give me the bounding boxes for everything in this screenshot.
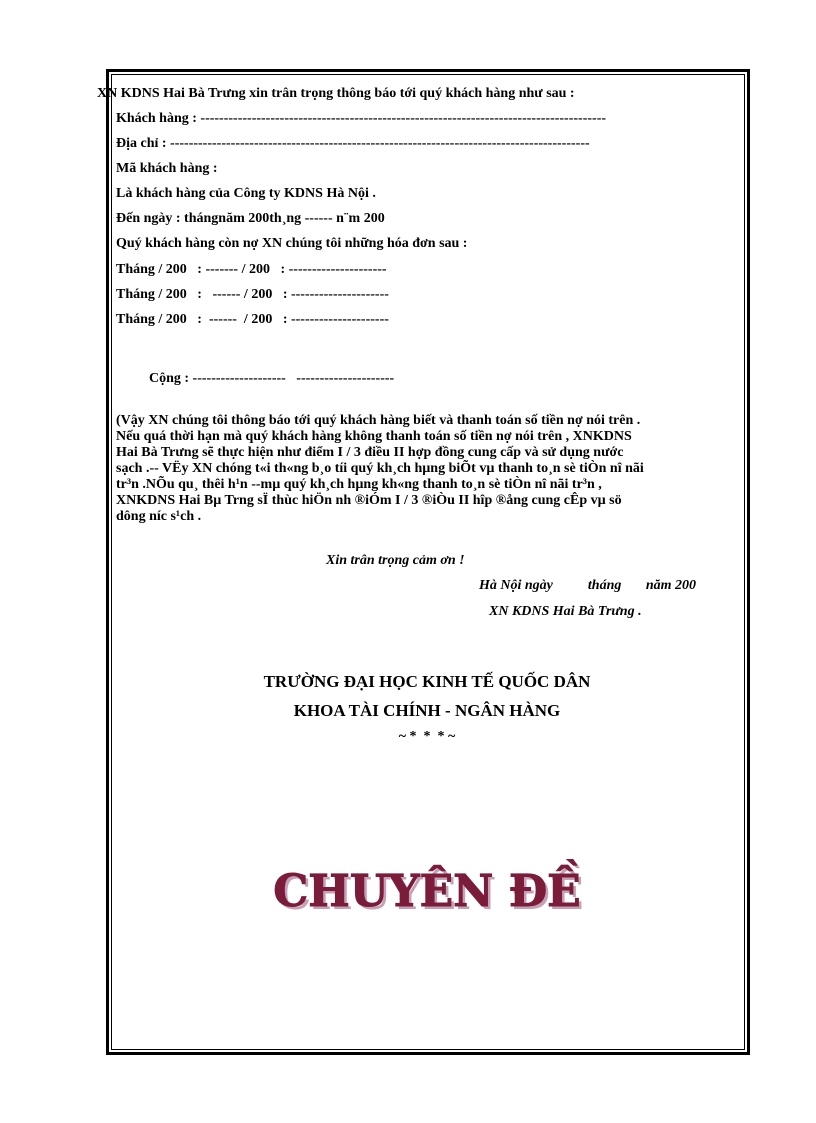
customer-code-line: Mã khách hàng : <box>116 161 218 176</box>
address-line: Địa chỉ : ------------------------------------------------------------------------------------------ <box>116 136 590 151</box>
thanks-line: Xin trân trọng cảm ơn ! <box>326 553 465 568</box>
month-line-1: Tháng / 200 : ------- / 200 : --------------------- <box>116 262 387 277</box>
paragraph-line: (Vậy XN chúng tôi thông báo tới quý khách hàng biết và thanh toán số tiền nợ nói trên . <box>116 413 641 428</box>
university-name: TRƯỜNG ĐẠI HỌC KINH TẾ QUỐC DÂN <box>263 672 591 691</box>
month-line-3: Tháng / 200 : ------ / 200 : --------------------- <box>116 312 389 327</box>
date-line: Đến ngày : thángnăm 200th¸ng ------ n¨m 200 <box>116 211 385 226</box>
paragraph-line: Hai Bà Trưng sẽ thực hiện như điểm I / 3 điều II hợp đồng cung cấp và sử dụng nước <box>116 445 624 460</box>
company-line: Là khách hàng của Công ty KDNS Hà Nội . <box>116 186 376 201</box>
faculty-name: KHOA TÀI CHÍNH - NGÂN HÀNG <box>293 701 561 720</box>
debt-intro-line: Quý khách hàng còn nợ XN chúng tôi những hóa đơn sau : <box>116 236 468 251</box>
month-line-2: Tháng / 200 : ------ / 200 : --------------------- <box>116 287 389 302</box>
ornament-stars: ~ * * * ~ <box>398 729 456 744</box>
total-line: Cộng : -------------------- --------------------- <box>149 371 395 386</box>
paragraph-line: Nếu quá thời hạn mà quý khách hàng không thanh toán số tiền nợ nói trên , XNKDNS <box>116 429 632 444</box>
paragraph-line: dông níc s¹ch . <box>116 509 202 524</box>
document-title: CHUYÊN ĐỀ <box>273 866 581 917</box>
paragraph-line: XNKDNS Hai Bµ Trng sÏ thùc hiÖn nh ®iÓm I / 3 ®iÒu II hîp ®ång cung cÊp vµ sö <box>116 493 622 508</box>
signature-line: XN KDNS Hai Bà Trưng . <box>489 604 642 619</box>
customer-line: Khách hàng : --------------------------------------------------------------------------------------- <box>116 111 607 126</box>
place-date-line: Hà Nội ngày tháng năm 200 <box>479 578 697 593</box>
notice-paragraph <box>116 413 738 525</box>
notice-intro: XN KDNS Hai Bà Trưng xin trân trọng thông báo tới quý khách hàng như sau : <box>97 86 575 101</box>
paragraph-line: sạch .-- VËy XN chóng t«i th«ng b¸o tíi quý kh¸ch hµng biÕt vµ thanh to¸n sè tiÒn nî nãi <box>116 461 644 476</box>
paragraph-line: tr³n .NÕu qu¸ thêi h¹n --mµ quý kh¸ch hµng kh«ng thanh to¸n sè tiÒn nî nãi tr³n , <box>116 477 602 492</box>
